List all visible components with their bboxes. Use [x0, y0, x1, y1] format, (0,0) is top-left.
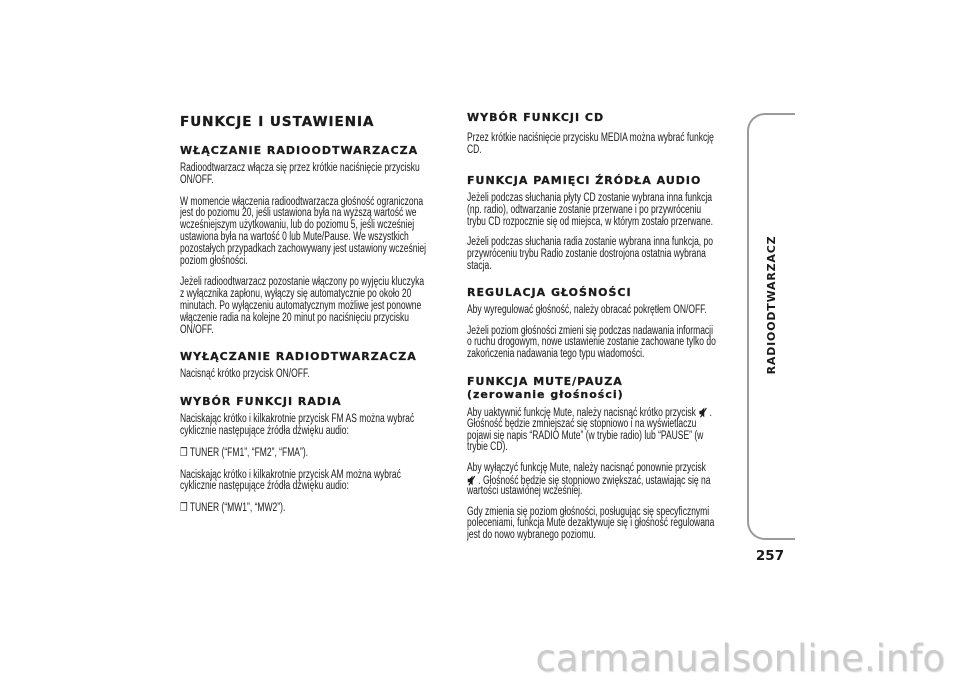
text-line: jest do nowo wybranego poziomu.	[467, 529, 596, 542]
section	[467, 375, 742, 542]
section	[180, 350, 448, 381]
paragraph	[467, 463, 741, 498]
text-line: Nacisnąć krótko przycisk ON/OFF.	[180, 368, 310, 381]
text-line: Naciskając krótko i kilkakrotnie przycisk AM można wybrać	[180, 468, 401, 481]
text-line: W momencie włączenia radioodtwarzacza głośność ograniczona	[180, 195, 424, 208]
section-heading	[467, 375, 742, 401]
text-line: wcześniejszym użytkowaniu, lub do poziomu 5, jeśli wcześniej	[180, 219, 415, 232]
text-line: Jeżeli podczas słuchania płyty CD zostanie wybrana inna funkcja	[467, 192, 713, 205]
list-item	[180, 503, 454, 515]
section-heading: WYBÓR FUNKCJI RADIA	[180, 394, 342, 408]
paragraph	[467, 407, 741, 454]
text-segment: Aby uaktywnić funkcję Mute, należy nacisnąć krótko przycisk	[467, 407, 699, 420]
paragraph	[180, 470, 454, 494]
text-line: Jeżeli radioodtwarzacz pozostanie włączony po wyjęciu kluczyka	[180, 276, 425, 289]
text-line: minutach. Po wyłączeniu automatycznym możliwe jest ponowne	[180, 299, 422, 312]
paragraph	[180, 277, 454, 336]
left-column	[180, 114, 448, 515]
text-line: Aby wyłączyć funkcję Mute, należy nacisnąć ponownie przycisk	[467, 461, 706, 474]
paragraph	[180, 197, 454, 268]
text-line: poleceniami, funkcja Mute dezaktywuje się i głośność regulowana	[467, 517, 715, 530]
text-line: pojawi się napis “RADIO Mute” (w trybie radio) lub “PAUSE” (w	[467, 429, 704, 442]
text-line: stacja.	[467, 259, 492, 272]
section-heading-line: (zerowanie głośności)	[467, 387, 624, 401]
paragraph	[467, 326, 741, 361]
text-line: jest do poziomu 20, jeśli ustawiona była na wyższą wartość we	[180, 207, 417, 220]
page-title: FUNKCJE I USTAWIENIA	[180, 114, 375, 130]
right-column	[467, 111, 742, 542]
section-heading: WŁĄCZANIE RADIOODTWARZACZA	[180, 143, 419, 157]
paragraph	[467, 193, 741, 228]
paragraph	[467, 237, 741, 272]
watermark-text: carmanualsonline.info	[535, 637, 945, 680]
text-line: trybie CD).	[467, 441, 508, 454]
text-line: Radioodtwarzacz włącza się przez krótkie naciśnięcie przycisku	[180, 162, 420, 174]
text-line: poziom głośności.	[180, 254, 248, 267]
text-line: Aby wyregulować głośność, należy obracać pokrętłem ON/OFF.	[467, 304, 707, 317]
text-line: zakończenia nadawania tego typu wiadomości.	[467, 348, 645, 361]
text-line: cyklicznie następujące źródła dźwięku audio:	[180, 480, 349, 493]
text-line: pozostałych przypadkach zachowywany jest ustawiony wcześniej	[180, 242, 426, 255]
text-line: o ruchu drogowym, nowe ustawienie zostanie zachowane tylko do	[467, 336, 716, 349]
text-line: cyklicznie następujące źródła dźwięku audio:	[180, 424, 349, 437]
paragraph	[467, 305, 741, 317]
text-line: włączenie radia na kolejne 20 minut po naciśnięciu przycisku	[180, 311, 409, 324]
text-line: (np. radio), odtwarzanie zostanie przerwane i po przywróceniu	[467, 203, 702, 216]
text-line: CD.	[467, 143, 482, 156]
mute-icon	[467, 475, 476, 486]
text-line: ON/OFF.	[180, 323, 214, 336]
text-line: trybu CD rozpocznie się od miejsca, w którym zostało przerwane.	[467, 215, 713, 228]
text-line: Przez krótkie naciśnięcie przycisku MEDIA można wybrać funkcję	[467, 132, 714, 144]
paragraph	[467, 507, 741, 542]
section	[467, 174, 742, 273]
text-line: Jeżeli podczas słuchania radia zostanie wybrana inna funkcja, po	[467, 235, 713, 248]
text-line	[467, 475, 741, 487]
section	[180, 395, 448, 515]
text-line: ustawiona była na wartość 0 lub Mute/Pause. We wszystkich	[180, 230, 409, 243]
text-segment: . Głośność będzie się stopniowo zwiększać, ustawiając się na	[475, 474, 711, 487]
page-number: 257	[755, 548, 785, 564]
mute-icon	[698, 407, 707, 418]
section-heading: WYBÓR FUNKCJI CD	[467, 111, 605, 124]
chapter-tab-label: RADIOODTWARZACZ	[765, 235, 778, 375]
section	[180, 144, 448, 337]
text-line: Głośność będzie zmniejszać się stopniowo i na wyświetlaczu	[467, 417, 697, 430]
section-heading: WYŁĄCZANIE RADIODTWARZACZA	[180, 349, 417, 363]
section	[467, 286, 742, 361]
text-line: Jeżeli poziom głośności zmieni się podczas nadawania informacji	[467, 324, 713, 337]
text-segment: .	[707, 407, 712, 420]
section-heading: REGULACJA GŁOŚNOŚCI	[467, 285, 632, 299]
text-line: wartości ustawionej wcześniej.	[467, 485, 583, 498]
text-line: ❒ TUNER (“MW1”, “MW2”).	[180, 502, 286, 515]
list-item	[180, 448, 454, 460]
text-line: przywróceniu trybu Radio zostanie dostrojona ostatnia wybrana	[467, 247, 706, 260]
text-line: Naciskając krótko i kilkakrotnie przycisk FM AS można wybrać	[180, 413, 415, 426]
section-heading: FUNKCJA PAMIĘCI ŹRÓDŁA AUDIO	[467, 173, 702, 187]
section	[467, 111, 742, 157]
paragraph	[467, 133, 741, 157]
text-line: Gdy zmienia się poziom głośności, posługując się specyficznymi	[467, 505, 710, 518]
paragraph	[180, 369, 454, 381]
text-line: ON/OFF.	[180, 173, 214, 186]
section-heading-line: FUNKCJA MUTE/PAUZA	[467, 374, 623, 388]
paragraph	[180, 414, 454, 438]
paragraph	[180, 163, 454, 187]
text-line: z wyłącznika zapłonu, wyłączy się automatycznie po około 20	[180, 288, 412, 301]
text-line: ❒ TUNER (“FM1”, “FM2”, “FMA”).	[180, 446, 309, 459]
